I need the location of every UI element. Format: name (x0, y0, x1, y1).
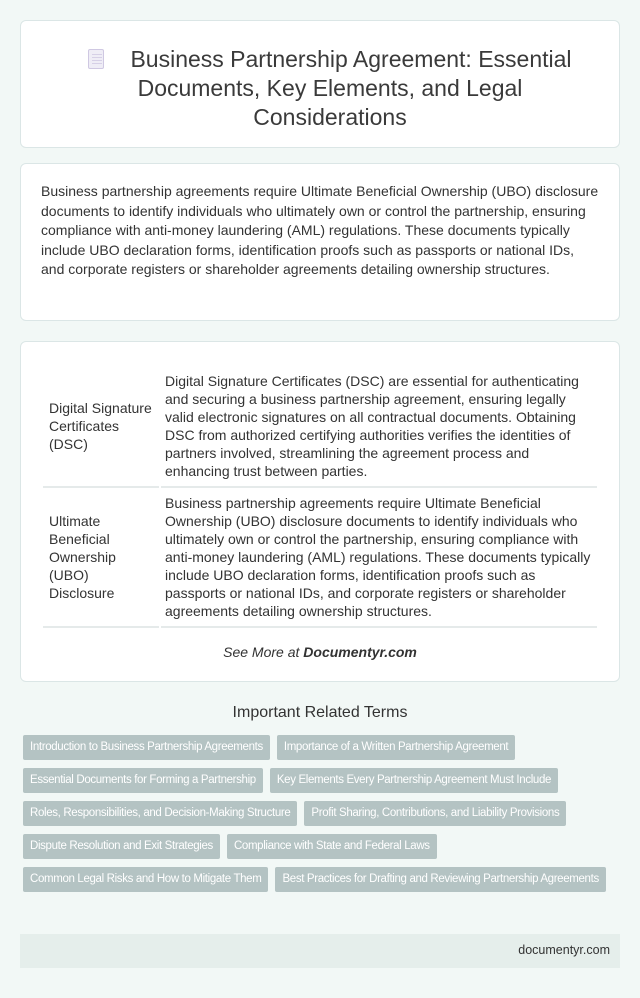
related-term-tag[interactable]: Essential Documents for Forming a Partnership (23, 768, 263, 793)
related-term-tag[interactable]: Introduction to Business Partnership Agreements (23, 735, 270, 760)
related-term-tag[interactable]: Key Elements Every Partnership Agreement Must Include (270, 768, 558, 793)
details-card (20, 341, 620, 682)
related-terms-list (23, 735, 623, 892)
header-card (20, 20, 620, 148)
details-table (41, 366, 599, 628)
related-term-tag[interactable]: Importance of a Written Partnership Agreement (277, 735, 515, 760)
related-terms-heading: Important Related Terms (232, 704, 408, 721)
term-cell: Ultimate Beneficial Ownership (UBO) Disclosure (43, 488, 159, 628)
intro-card (20, 163, 620, 321)
page-title-text: Business Partnership Agreement: Essential Documents, Key Elements, and Legal Considerations (130, 46, 572, 130)
see-more-link[interactable]: Documentyr.com (303, 644, 417, 660)
intro-text: Business partnership agreements require Ultimate Beneficial Ownership (UBO) disclosure documents to identify individuals who ultimately own or control the partnership, ensuring compliance with anti-money laundering (AML) regulations. These documents typically include UBO declaration forms, identification proofs such as passports or national IDs, and corporate registers or shareholder agreements detailing ownership structures. (41, 183, 599, 278)
description-cell: Digital Signature Certificates (DSC) are essential for authenticating and securing a business partnership agreement, ensuring legally valid electronic signatures on all contractual documents. Obtaining DSC from authorized certifying authorities verifies the identities of partners involved, streamlining the agreement process and enhancing trust between parties. (161, 366, 597, 488)
see-more (21, 644, 619, 660)
related-term-tag[interactable]: Common Legal Risks and How to Mitigate Them (23, 867, 268, 892)
related-term-tag[interactable]: Dispute Resolution and Exit Strategies (23, 834, 220, 859)
document-icon (88, 49, 104, 69)
related-term-tag[interactable]: Roles, Responsibilities, and Decision-Making Structure (23, 801, 297, 826)
footer-site-link[interactable]: documentyr.com (518, 943, 610, 957)
related-term-tag[interactable]: Best Practices for Drafting and Reviewing Partnership Agreements (275, 867, 605, 892)
footer (20, 934, 620, 968)
term-cell: Digital Signature Certificates (DSC) (43, 366, 159, 488)
page-title (81, 45, 579, 132)
related-term-tag[interactable]: Profit Sharing, Contributions, and Liability Provisions (304, 801, 566, 826)
see-more-prefix: See More at (223, 644, 304, 660)
description-cell: Business partnership agreements require Ultimate Beneficial Ownership (UBO) disclosure documents to identify individuals who ultimately own or control the partnership, ensuring compliance with anti-money laundering (AML) regulations. These documents typically include UBO declaration forms, identification proofs such as passports or national IDs, and corporate registers or shareholder agreements detailing ownership structures. (161, 488, 597, 628)
table-row (43, 488, 597, 628)
table-row (43, 366, 597, 488)
related-term-tag[interactable]: Compliance with State and Federal Laws (227, 834, 437, 859)
